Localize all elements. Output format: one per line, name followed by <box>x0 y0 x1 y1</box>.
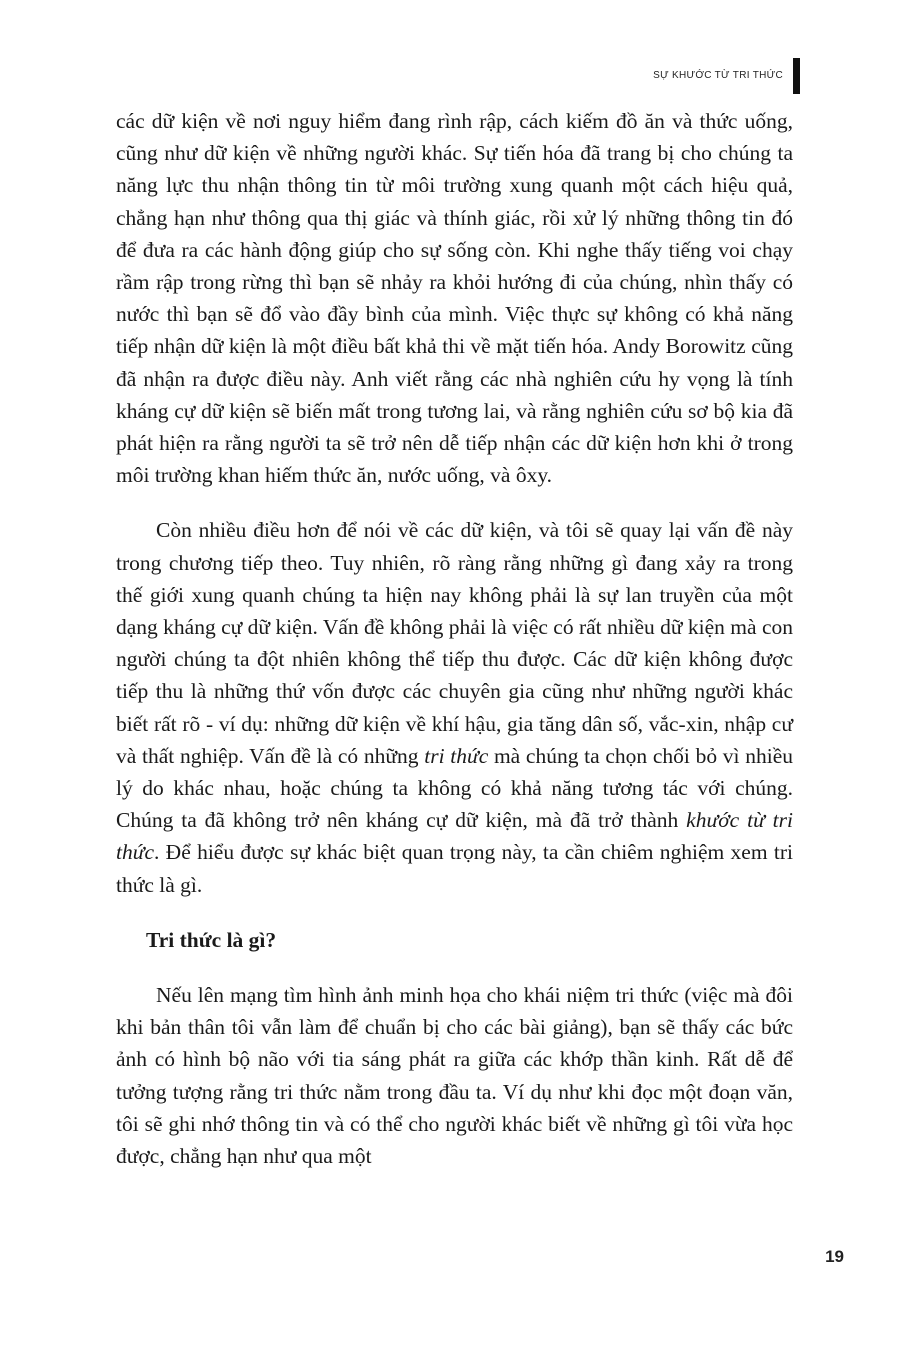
paragraph-2-part-2: mà chúng ta chọn chối bỏ vì nhiều lý do khác nhau, hoặc chúng ta không có khả năng tương tác với chúng. Chúng ta đã không trở nên kháng cự dữ kiện, mà đã trở thành <box>116 743 793 833</box>
body-text <box>116 105 793 1172</box>
section-heading: Tri thức là gì? <box>146 927 277 952</box>
paragraph-3: Nếu lên mạng tìm hình ảnh minh họa cho khái niệm tri thức (việc mà đôi khi bản thân tôi vẫn làm để chuẩn bị cho các bài giảng), bạn sẽ thấy các bức ảnh có hình bộ não với tia sáng phát ra giữa các khớp thần kinh. Rất dễ để tưởng tượng rằng tri thức nằm trong đầu ta. Ví dụ như khi đọc một đoạn văn, tôi sẽ ghi nhớ thông tin và có thể cho người khác biết về những gì tôi vừa học được, chẳng hạn như qua một <box>116 983 793 1169</box>
paragraph-2-italic-tri-thuc: tri thức <box>424 743 489 768</box>
running-header: SỰ KHƯỚC TỪ TRI THỨC <box>653 70 783 81</box>
paragraph-2-part-3: . Để hiểu được sự khác biệt quan trọng này, ta cần chiêm nghiệm xem tri thức là gì. <box>116 840 793 897</box>
header-bar <box>793 58 800 94</box>
paragraph-1: các dữ kiện về nơi nguy hiểm đang rình rập, cách kiếm đồ ăn và thức uống, cũng như dữ kiện về những người khác. Sự tiến hóa đã trang bị cho chúng ta năng lực thu nhận thông tin từ môi trường xung quanh một cách hiệu quả, chẳng hạn như thông qua thị giác và thính giác, rồi xử lý những thông tin đó để đưa ra các hành động giúp cho sự sống còn. Khi nghe thấy tiếng voi chạy rầm rập trong rừng thì bạn sẽ nhảy ra khỏi hướng đi của chúng, nhìn thấy có nước thì bạn sẽ đổ vào đầy bình của mình. Việc thực sự không có khả năng tiếp nhận dữ kiện là một điều bất khả thi về mặt tiến hóa. Andy Borowitz cũng đã nhận ra được điều này. Anh viết rằng các nhà nghiên cứu hy vọng là tính kháng cự dữ kiện sẽ biến mất trong tương lai, và rằng nghiên cứu sơ bộ kia đã phát hiện ra rằng người ta sẽ trở nên dễ tiếp nhận các dữ kiện hơn khi ở trong môi trường khan hiếm thức ăn, nước uống, và ôxy. <box>116 109 793 488</box>
paragraph-2-italic-khuoc-tu-tri-thuc: khước từ tri thức <box>116 808 793 865</box>
page-number: 19 <box>825 1247 844 1266</box>
paragraph-2-part-1: Còn nhiều điều hơn để nói về các dữ kiện, và tôi sẽ quay lại vấn đề này trong chương tiếp theo. Tuy nhiên, rõ ràng rằng những gì đang xảy ra trong thế giới xung quanh chúng ta hiện nay không phải là sự lan truyền của một dạng kháng cự dữ kiện. Vấn đề không phải là việc có rất nhiều dữ kiện mà con người chúng ta đột nhiên không thể tiếp thu được. Các dữ kiện không được tiếp thu là những thứ vốn được các chuyên gia cũng như những người khác biết rất rõ - ví dụ: những dữ kiện về khí hậu, gia tăng dân số, vắc-xin, nhập cư và thất nghiệp. Vấn đề là có những <box>116 518 793 768</box>
paragraph-2 <box>116 514 793 900</box>
